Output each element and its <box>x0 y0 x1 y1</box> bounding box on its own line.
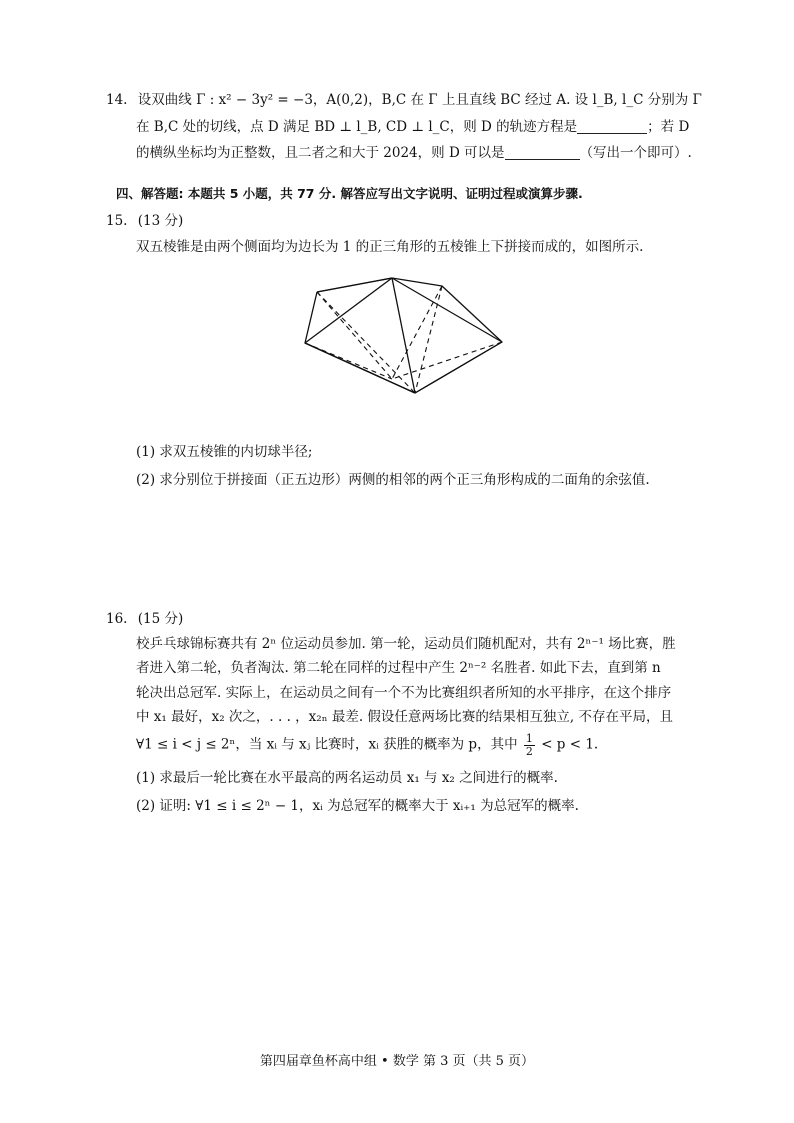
q14-number: 14. <box>106 92 128 108</box>
q15-number: 15. <box>106 213 128 229</box>
q14-text-line2b: ；若 D <box>647 119 690 135</box>
q15-intro: 双五棱锥是由两个侧面均为边长为 1 的正三角形的五棱锥上下拼接而成的，如图所示. <box>136 239 644 255</box>
q14-blank-2[interactable] <box>505 145 580 160</box>
q14-line3 <box>136 145 692 161</box>
q16-line3: 轮决出总冠军. 实际上，在运动员之间有一个不为比赛组织者所知的水平排序，在这个排序 <box>136 685 672 701</box>
q15-part2: (2) 求分别位于拼接面（正五边形）两侧的相邻的两个正三角形构成的二面角的余弦值. <box>136 472 650 488</box>
q16-line4: 中 x₁ 最好，x₂ 次之，. . . ，x₂ₙ 最差. 假设任意两场比赛的结果相互独立, 不存在平局，且 <box>136 709 673 725</box>
hidden-edge-5 <box>317 292 415 393</box>
q14-text-line1: 设双曲线 Γ : x² − 3y² = −3，A(0,2)，B,C 在 Γ 上且直线 BC 经过 A. 设 l_B, l_C 分别为 Γ <box>137 92 702 108</box>
q16-fraction-numerator: 1 <box>525 732 533 745</box>
q15-score: (13 分) <box>137 213 184 229</box>
q15-header <box>106 215 183 229</box>
q16-line1: 校乒乓球锦标赛共有 2ⁿ 位运动员参加. 第一轮，运动员们随机配对，共有 2ⁿ⁻¹ 场比赛，胜 <box>136 636 676 652</box>
q16-text-line5b: < p < 1. <box>541 736 599 753</box>
edge-bottom-right <box>415 342 502 393</box>
q16-part2: (2) 证明: ∀1 ≤ i ≤ 2ⁿ − 1，xᵢ 为总冠军的概率大于 xᵢ₊₁ 为总冠军的概率. <box>136 798 579 814</box>
q16-fraction-denominator: 2 <box>525 744 533 758</box>
q15-part1: (1) 求双五棱锥的内切球半径; <box>136 444 313 460</box>
edge-apex-bottom <box>392 278 415 393</box>
q16-header <box>106 613 183 627</box>
edge-apex-left <box>305 278 392 343</box>
q14-text-line2a: 在 B,C 处的切线，点 D 满足 BD ⊥ l_B, CD ⊥ l_C，则 D 的轨迹方程是 <box>136 119 578 135</box>
page-footer: 第四届章鱼杯高中组 • 数学 第 3 页（共 5 页） <box>259 1054 535 1069</box>
hidden-edge-2 <box>392 286 442 379</box>
q14-line2 <box>136 119 689 135</box>
q16-text-line5a: ∀1 ≤ i < j ≤ 2ⁿ，当 xᵢ 与 xⱼ 比赛时，xᵢ 获胜的概率为 p，其中 <box>136 736 518 753</box>
edge-top-left <box>317 278 392 292</box>
q16-part1: (1) 求最后一轮比赛在水平最高的两名运动员 x₁ 与 x₂ 之间进行的概率. <box>136 770 558 786</box>
hidden-edge-6 <box>415 286 442 393</box>
q16-number: 16. <box>106 611 128 627</box>
bipyramid-figure <box>295 272 510 402</box>
q16-score: (15 分) <box>137 611 184 627</box>
q16-fraction <box>524 733 535 757</box>
edge-apex-right <box>392 278 502 342</box>
q14-line1 <box>106 94 702 108</box>
q16-line2: 者进入第二轮，负者淘汰. 第二轮在同样的过程中产生 2ⁿ⁻² 名胜者. 如此下去，直到第 n <box>136 660 661 676</box>
q16-line5 <box>136 733 598 757</box>
section4-heading: 四、解答题: 本题共 5 小题，共 77 分. 解答应写出文字说明、证明过程或演算步骤. <box>116 186 583 201</box>
q14-text-line3b: （写出一个即可）. <box>579 145 692 161</box>
q14-text-line3a: 的横纵坐标均为正整数，且二者之和大于 2024，则 D 可以是 <box>136 145 505 161</box>
q14-blank-1[interactable] <box>577 119 647 134</box>
